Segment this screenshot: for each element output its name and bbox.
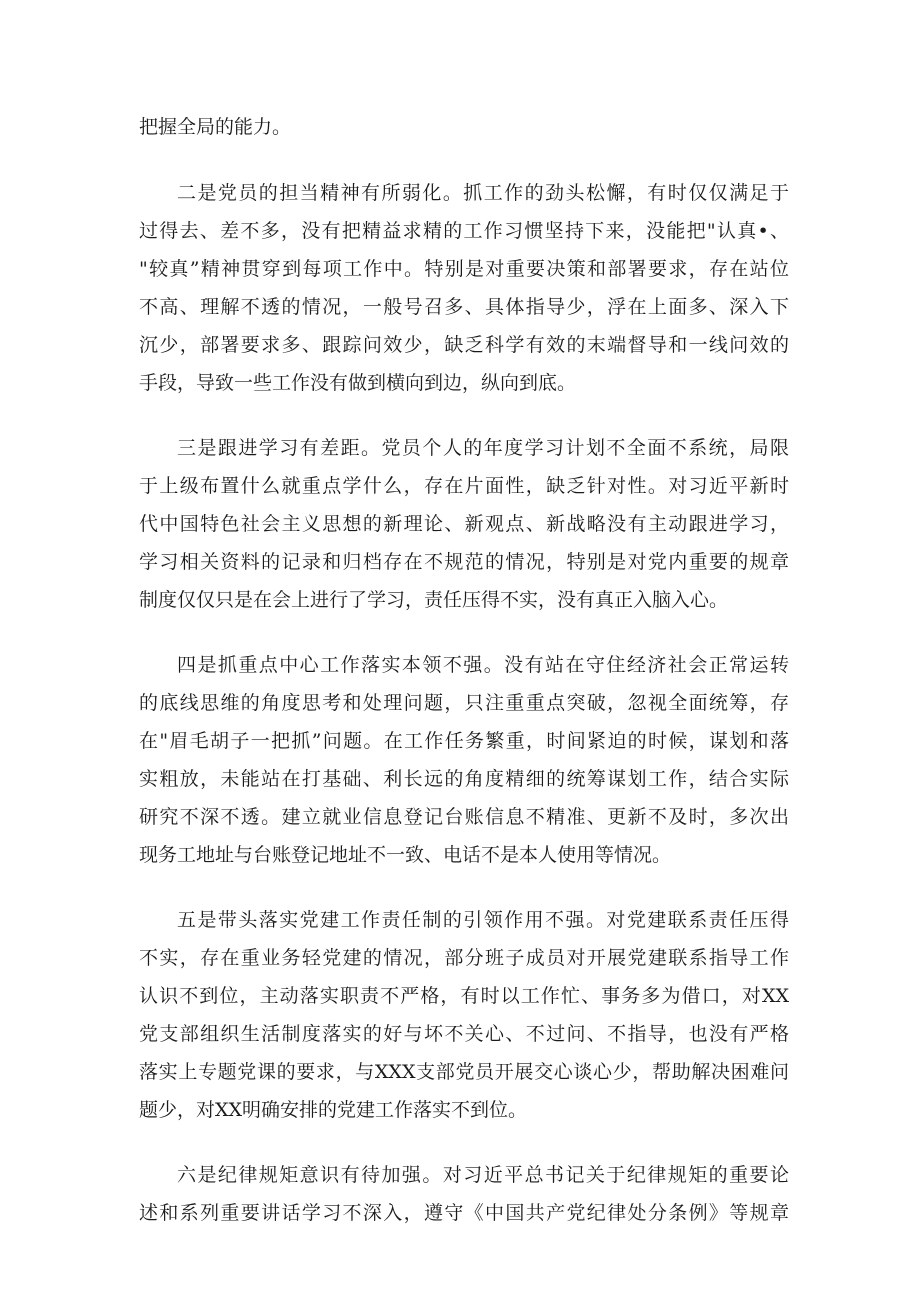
text-line: 现务工地址与台账登记地址不一致、电话不是本人使用等情况。	[139, 844, 672, 866]
paragraph-first-line: 四是抓重点中心工作落实本领不强。没有站在守住经济社会正常运转	[177, 654, 789, 676]
text-line: 题少，对XX明确安排的党建工作落实不到位。	[139, 1099, 528, 1121]
text-line: 制度仅仅只是在会上进行了学习，责任压得不实，没有真正入脑入心。	[139, 589, 729, 611]
text-line: 述和系列重要讲话学习不深入，遵守《中国共产党纪律处分条例》等规章	[139, 1202, 789, 1224]
text-line: 不高、理解不透的情况，一般号召多、具体指导少，浮在上面多、深入下	[139, 296, 789, 318]
text-line: 党支部组织生活制度落实的好与坏不关心、不过问、不指导，也没有严格	[139, 1023, 789, 1045]
text-line: 在"眉毛胡子一把抓”问题。在工作任务繁重，时间紧迫的时候，谋划和落	[139, 730, 789, 752]
text-line: 代中国特色社会主义思想的新理论、新观点、新战略没有主动跟进学习，	[139, 513, 789, 535]
text-line: 过得去、差不多，没有把精益求精的工作习惯坚持下来，没能把"认真•、	[139, 220, 789, 242]
text-line: 把握全局的能力。	[139, 116, 292, 138]
paragraph-first-line: 五是带头落实党建工作责任制的引领作用不强。对党建联系责任压得	[177, 909, 789, 931]
text-line: 落实上专题党课的要求，与XXX支部党员开展交心谈心少，帮助解决困难问	[139, 1061, 789, 1083]
paragraph-first-line: 六是纪律规矩意识有待加强。对习近平总书记关于纪律规矩的重要论	[177, 1164, 789, 1186]
text-line: 沉少，部署要求多、跟踪问效少，缺乏科学有效的末端督导和一线问效的	[139, 334, 789, 356]
text-line: 实粗放，未能站在打基础、利长远的角度精细的统筹谋划工作，结合实际	[139, 768, 789, 790]
text-line: 于上级布置什么就重点学什么，存在片面性，缺乏针对性。对习近平新时	[139, 475, 789, 497]
text-line: "较真”精神贯穿到每项工作中。特别是对重要决策和部署要求，存在站位	[139, 258, 789, 280]
text-line: 的底线思维的角度思考和处理问题，只注重重点突破，忽视全面统筹，存	[139, 692, 789, 714]
paragraph-first-line: 二是党员的担当精神有所弱化。抓工作的劲头松懈，有时仅仅满足于	[177, 182, 789, 204]
text-line: 研究不深不透。建立就业信息登记台账信息不精准、更新不及时，多次出	[139, 806, 789, 828]
paragraph-first-line: 三是跟进学习有差距。党员个人的年度学习计划不全面不系统，局限	[177, 437, 789, 459]
text-line: 手段，导致一些工作没有做到横向到边，纵向到底。	[139, 372, 577, 394]
text-line: 不实，存在重业务轻党建的情况，部分班子成员对开展党建联系指导工作	[139, 947, 789, 969]
text-line: 认识不到位，主动落实职责不严格，有时以工作忙、事务多为借口，对XX	[139, 985, 789, 1007]
text-line: 学习相关资料的记录和归档存在不规范的情况，特别是对党内重要的规章	[139, 551, 789, 573]
